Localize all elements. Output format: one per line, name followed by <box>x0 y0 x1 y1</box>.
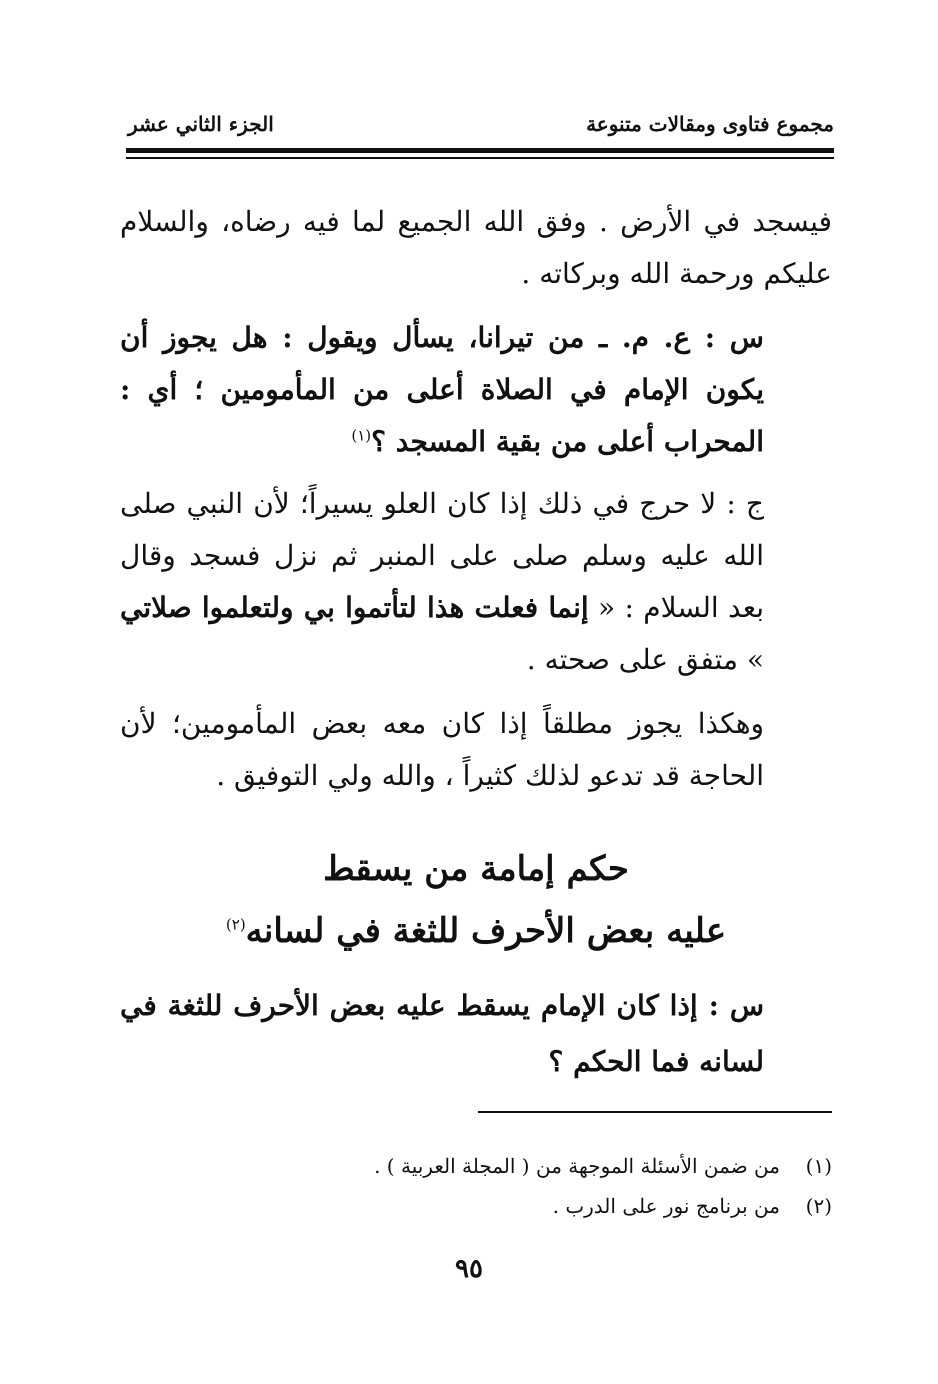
footnote-ref-2: (٢) <box>225 915 246 934</box>
body-text <box>120 196 832 814</box>
section-heading <box>120 838 832 962</box>
page-number: ٩٥ <box>455 1254 483 1284</box>
footnote-1 <box>120 1146 832 1186</box>
book-title: مجموع فتاوى ومقالات متنوعة <box>586 112 834 136</box>
footnote-ref-1: (١) <box>351 426 372 445</box>
question-1-text: س : ع. م. ـ من تيرانا، يسأل ويقول : هل يجوز أن يكون الإمام في الصلاة أعلى من المأمومين ؛ أي : المحراب أعلى من بقية المسجد ؟ <box>120 321 764 458</box>
answer-1 <box>120 478 832 686</box>
answer-1-text: ج : لا حرج في ذلك إذا كان العلو يسيراً؛ لأن النبي صلى الله عليه وسلم صلى على المنبر ثم نزل فسجد وقال بعد السلام : « <box>120 487 764 624</box>
question-2-text: س : إذا كان الإمام يسقط عليه بعض الأحرف للثغة في لسانه فما الحكم ؟ <box>120 989 764 1078</box>
header-rule-thin <box>126 157 834 159</box>
footnote-2-number: (٢) <box>805 1194 832 1218</box>
volume-title: الجزء الثاني عشر <box>128 112 274 136</box>
section-title-line-2-text: عليه بعض الأحرف للثغة في لسانه <box>245 911 727 951</box>
header-rule-thick <box>126 148 834 153</box>
question-2 <box>120 978 832 1090</box>
footnote-separator <box>478 1111 832 1113</box>
hadith-quote: إنما فعلت هذا لتأتموا بي ولتعلموا صلاتي <box>120 591 589 624</box>
footnotes <box>120 1146 832 1226</box>
paragraph-conclusion: وهكذا يجوز مطلقاً إذا كان معه بعض المأمومين؛ لأن الحاجة قد تدعو لذلك كثيراً ، والله ولي التوفيق . <box>120 707 764 792</box>
section-title-line-1: حكم إمامة من يسقط <box>323 849 629 889</box>
running-header <box>128 112 834 136</box>
footnote-1-number: (١) <box>805 1154 832 1178</box>
answer-1-ending: » متفق على صحته . <box>526 643 764 676</box>
footnote-2 <box>120 1186 832 1226</box>
section-title-line-2 <box>120 900 832 962</box>
question-1 <box>120 312 832 468</box>
footnote-2-text: من برنامج نور على الدرب . <box>552 1194 780 1218</box>
paragraph-closing: فيسجد في الأرض . وفق الله الجميع لما فيه رضاه، والسلام عليكم ورحمة الله وبركاته . <box>120 205 832 290</box>
footnote-1-text: من ضمن الأسئلة الموجهة من ( المجلة العربية ) . <box>374 1154 780 1178</box>
